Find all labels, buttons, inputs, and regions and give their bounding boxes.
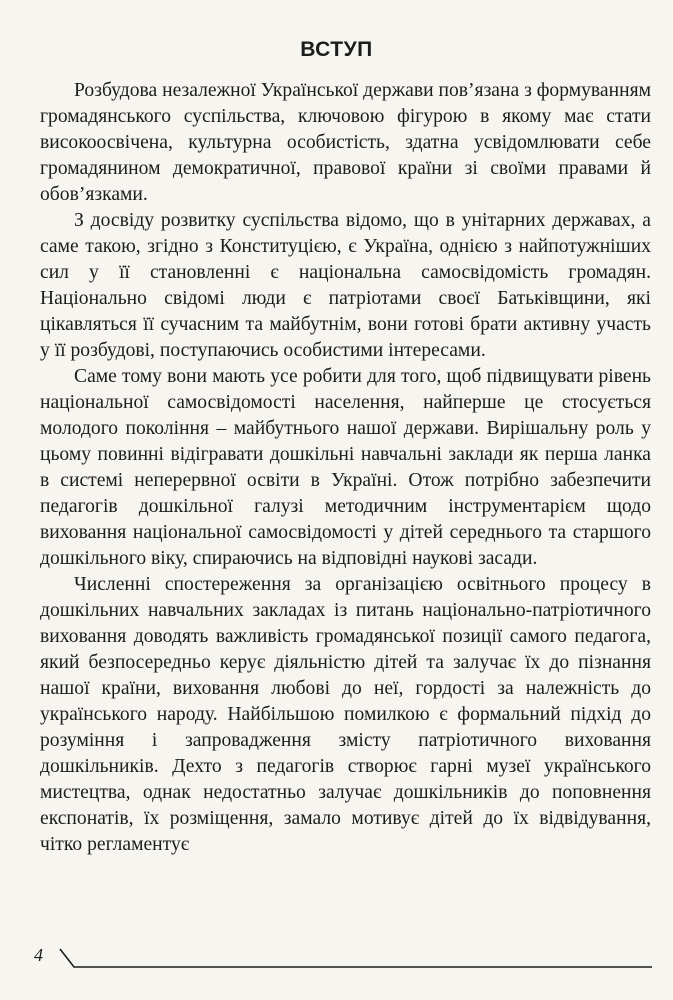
page-title: ВСТУП [300, 38, 373, 61]
paragraph: Саме тому вони мають усе робити для того, щоб підвищувати рівень національної самосвідомості населення, найперше це стосується молодого покоління – майбутнього нашої держави. Вирішальну роль у цьому повинні відігравати дошкільні навчальні заклади як перша ланка в системі неперервної освіти в Україні. Отож потрібно забезпечити педагогів дошкільної галузі методичним інструментарієм щодо виховання національної самосвідомості у дітей середнього та старшого дошкільного віку, спираючись на відповідні наукові засади. [40, 366, 651, 569]
footer-line [60, 949, 652, 967]
page-footer [34, 943, 654, 973]
paragraph: Численні спостереження за організацією освітнього процесу в дошкільних навчальних закладах із питань національно-патріотичного виховання доводять важливість громадянської позиції самого педагога, який безпосередньо керує діяльністю дітей та залучає їх до пізнання нашої країни, виховання любові до неї, гордості за належність до українського народу. Найбільшою помилкою є формальний підхід до розуміння і запровадження змісту патріотичного виховання дошкільників. Дехто з педагогів створює гарні музеї українського мистецтва, однак недостатньо залучає дошкільників до поповнення експонатів, їх розміщення, замало мотивує дітей до їх відвідування, чітко регламентує [40, 574, 651, 855]
paragraph: З досвіду розвитку суспільства відомо, що в унітарних державах, а саме такою, згідно з Конституцією, є Україна, однією з найпотужніших сил у її становленні є національна самосвідомість громадян. Національно свідомі люди є патріотами своєї Батьківщини, які цікавляться її сучасним та майбутнім, вони готові брати активну участь у її розбудові, поступаючись особистими інтересами. [40, 210, 651, 361]
paragraph: Розбудова незалежної Української держави пов’язана з формуванням громадянського суспільства, ключовою фігурою в якому має стати високоосвічена, культурна особистість, здатна усвідомлювати себе громадянином демократичної, правової країни зі своїми правами й обов’язками. [40, 80, 651, 205]
page-number: 4 [34, 945, 43, 965]
footer-rule [34, 943, 654, 973]
body-text [40, 78, 651, 858]
